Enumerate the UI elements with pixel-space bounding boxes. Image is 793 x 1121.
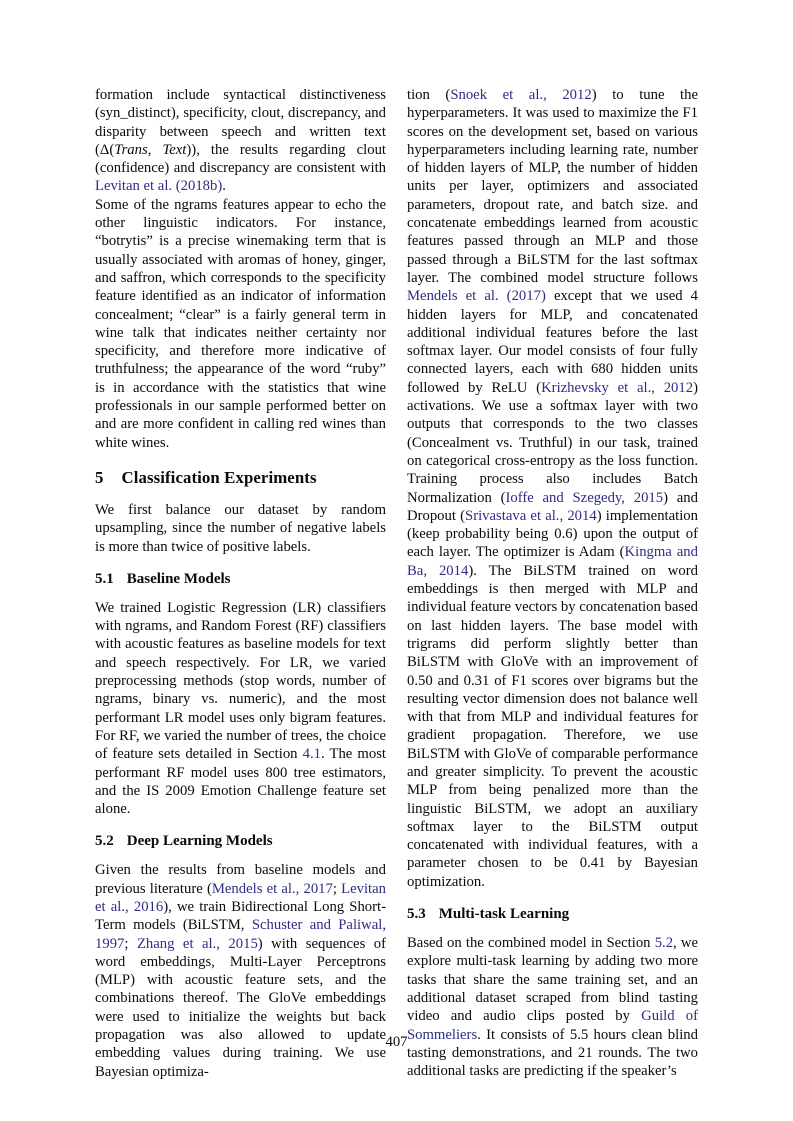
text-run: Based on the combined model in Section <box>407 935 655 952</box>
text-run: . <box>222 178 226 195</box>
citation-link[interactable]: Kingma and Ba, 2014 <box>407 544 698 579</box>
text-run: . The most performant RF model uses 800 tree estimators, and the IS 2009 Emotion Challenge feature set alone. <box>95 746 386 818</box>
subsection-number: 5.1 <box>95 570 114 587</box>
text-run: ) implementation (keep probability being 0.6) upon the output of each layer. The optimizer is Adam ( <box>407 507 698 561</box>
text-run: ; <box>124 935 137 952</box>
citation-link[interactable]: 4.1 <box>302 746 321 763</box>
text-run: formation include syntactical distinctiveness (syn_distinct), specificity, clout, discrepancy, and disparity between speech and written text (Δ( <box>95 87 386 158</box>
text-run: ), we train Bidirectional Long Short-Term models (BiLSTM, <box>95 898 386 934</box>
citation-link[interactable]: Schuster and Paliwal, 1997 <box>95 917 386 952</box>
left-column <box>95 86 386 1081</box>
citation-link[interactable]: Mendels et al. (2017) <box>407 288 546 305</box>
text-run: Some of the ngrams features appear to echo the other linguistic indicators. For instance, “botrytis” is a precise winemaking term that is usually associated with aromas of honey, ginger, and saffron, which corresponds to the specificity feature identified as an indicator of information concealment; “clear” is a fairly general term in wine talk that indicates neither certainty nor specificity, and therefore more indicative of truthfulness; the appearance of the word “ruby” is in accordance with the statistics that wine professionals in our sample performed better on and are more confident in calling red wines than white wines. <box>95 196 386 451</box>
text-run: We trained Logistic Regression (LR) classifiers with ngrams, and Random Forest (RF) classifiers with acoustic features as baseline models for text and speech respectively. For LR, we varied preprocessing methods (stop words, number of ngrams, binary vs. numeric), and the most performant LR model uses only bigram features. For RF, we varied the number of trees, the choice of feature sets detailed in Section <box>95 599 386 763</box>
text-run: We first balance our dataset by random upsampling, since the number of negative labels is more than twice of positive labels. <box>95 501 386 555</box>
citation-link[interactable]: Srivastava et al., 2014 <box>465 507 597 524</box>
subsection-heading-5-2 <box>95 833 386 850</box>
text-run: ) and Dropout ( <box>407 489 698 524</box>
section-title: Classification Experiments <box>121 467 317 487</box>
paragraph-ngrams-discussion <box>95 196 386 452</box>
citation-link[interactable]: Krizhevsky et al., 2012 <box>541 379 694 396</box>
page-number: 407 <box>385 1034 408 1050</box>
text-run: )), the results regarding clout (confidence) and discrepancy are consistent with <box>95 141 387 177</box>
subsection-number: 5.3 <box>407 906 426 923</box>
text-run: except that we used 4 hidden layers for MLP, and concatenated additional individual features before the last softmax layer. Our model consists of four fully connected layers, each with 680 hidden units followed by ReLU ( <box>407 288 698 396</box>
text-run: , <box>147 141 163 158</box>
subsection-heading-5-3 <box>407 906 698 923</box>
text-run: ) activations. We use a softmax layer with two outputs that corresponds to the two classes (Concealment vs. Truthful) in our task, trained on categorical cross-entropy as the loss function. Training process also includes Batch Normalization ( <box>407 379 698 506</box>
subsection-title: Multi-task Learning <box>438 906 570 923</box>
subsection-heading-5-1 <box>95 571 386 588</box>
paragraph-balance-dataset <box>95 501 386 556</box>
subsection-title: Baseline Models <box>126 570 231 587</box>
text-run: , we explore multi-task learning by adding two more tasks that share the same training set, and an additional dataset scraped from blind tasting video and audio clips posted by <box>407 935 698 1025</box>
text-run: ). The BiLSTM trained on word embeddings is then merged with MLP and individual feature vectors by concatenation based on last hidden layers. The base model with trigrams did perform slightly better than BiLSTM with GloVe with an improvement of 0.50 and 0.31 of F1 scores over bigrams but the resulting vector dimension does not balance well with that from MLP and individual features for gradient propagation. Therefore, we use BiLSTM with GloVe of comparable performance and greater simplicity. To prevent the acoustic MLP from being penalized more than the linguistic BiLSTM, we adopt an auxiliary softmax layer to the BiLSTM output concatenated with individual features, with a parameter chosen to be 0.41 by Bayesian optimization. <box>407 562 698 890</box>
paragraph-continuation <box>95 86 386 196</box>
section-heading-5 <box>95 468 386 488</box>
math-inline: Text <box>162 141 187 158</box>
citation-link[interactable]: Snoek et al., 2012 <box>450 87 592 103</box>
text-run: ) with sequences of word embeddings, Multi-Layer Perceptrons (MLP) with acoustic feature sets, and the combinations thereof. The GloVe embeddings were used to initialize the weights but back propagation was also allowed to update embedding values during training. We use Bayesian optimiza- <box>95 935 386 1080</box>
citation-link[interactable]: Mendels et al., 2017 <box>211 880 333 897</box>
subsection-title: Deep Learning Models <box>126 833 273 850</box>
text-run: tion ( <box>407 87 451 103</box>
citation-link[interactable]: Levitan et al., 2016 <box>95 880 386 915</box>
text-run: . It consists of 5.5 hours clean blind tasting demonstrations, and 21 rounds. The two additional tasks are predicting if the speaker’s <box>407 1026 698 1080</box>
paragraph-baseline-models <box>95 599 386 819</box>
text-run: ) to tune the hyperparameters. It was used to maximize the F1 scores on the development set, based on various hyperparameters including learning rate, number of hidden layers of MLP, the number of hidden units per layer, optimizers and associated parameters, dropout rate, and batch size. and concatenate embeddings learned from acoustic features passed through an MLP and those passed through a BiLSTM for the last softmax layer. The combined model structure follows <box>407 87 699 286</box>
citation-link[interactable]: Ioffe and Szegedy, 2015 <box>505 489 664 506</box>
subsection-number: 5.2 <box>95 833 114 850</box>
section-number: 5 <box>95 467 104 487</box>
text-run: Given the results from baseline models and previous literature ( <box>95 862 386 897</box>
math-inline: Trans <box>114 141 148 158</box>
paragraph-model-details <box>407 86 698 891</box>
citation-link[interactable]: Guild of Sommeliers <box>407 1008 698 1043</box>
citation-link[interactable]: Zhang et al., 2015 <box>136 935 258 952</box>
citation-link[interactable]: 5.2 <box>654 935 674 952</box>
text-run: ; <box>332 880 342 897</box>
right-column <box>407 86 698 1080</box>
paragraph-multitask-learning <box>407 934 698 1080</box>
citation-link[interactable]: Levitan et al. (2018b) <box>95 178 223 195</box>
